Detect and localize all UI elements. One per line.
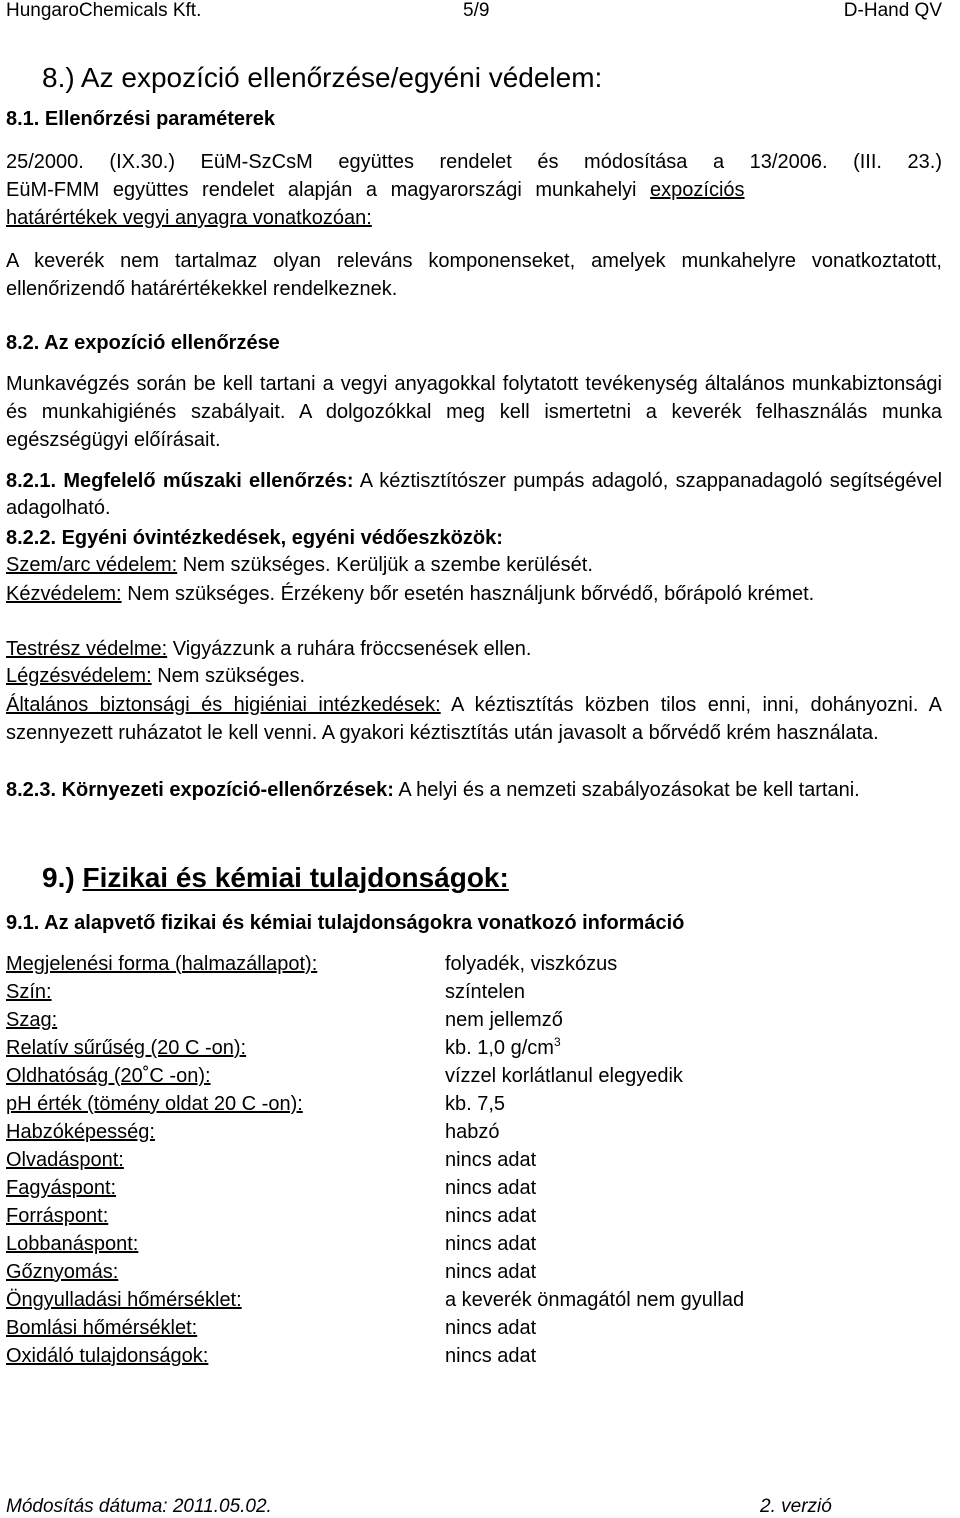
property-value [445,1345,536,1368]
property-label: Oxidáló tulajdonságok: [6,1345,209,1367]
property-value-text: a keverék önmagától nem gyullad [445,1289,745,1311]
property-value [445,1177,536,1200]
header-product: D-Hand QV [843,0,942,21]
property-label: Gőznyomás: [6,1261,119,1283]
section-8-1-paragraph: A keverék nem tartalmaz olyan releváns komponenseket, amelyek munkahelyre vonatkoztatott, ellenőrizendő határértékekkel rendelkeznek. [6,250,942,300]
hand-protection-text: Nem szükséges. Érzékeny bőr esetén használjunk bőrvédő, bőrápoló krémet. [127,583,815,605]
regulation-text: EüM-FMM együttes rendelet alapján a magyarországi munkahelyi [6,179,651,201]
general-hygiene-text: A kéztisztítás közben tilos enni, inni, dohányozni. A szennyezett ruházatot le kell venni. A gyakori kéztisztítás után javasolt a bőrvédő krém használata. [6,694,942,744]
eye-protection-text: Nem szükséges. Kerüljük a szembe kerülését. [182,554,593,576]
property-value-text: nincs adat [445,1261,537,1283]
property-label: Oldhatóság (20˚C -on): [6,1065,211,1087]
property-value [445,981,525,1004]
property-value-text: nincs adat [445,1177,537,1199]
property-value [445,1065,683,1088]
property-value-text: színtelen [445,981,526,1003]
general-hygiene-label: Általános biztonsági és higiéniai intézkedések: [6,694,441,716]
hand-protection [6,581,942,608]
property-value [445,1009,563,1032]
property-value [445,1149,536,1172]
section-8-2-2-title: 8.2.2. Egyéni óvintézkedések, egyéni védőeszközök: [6,527,503,549]
section-8-2-1 [6,468,942,522]
section-9-title [42,862,509,894]
property-value [445,1233,536,1256]
property-value [445,1289,744,1312]
section-8-2-3 [6,776,942,804]
header-company: HungaroChemicals Kft. [6,0,202,21]
property-label: Szag: [6,1009,58,1031]
property-value-text: nincs adat [445,1149,537,1171]
body-protection [6,637,531,661]
property-label: Lobbanáspont: [6,1233,139,1255]
property-value-text: kb. 1,0 g/cm [445,1037,554,1059]
body-protection-text: Vigyázzunk a ruhára fröccsenések ellen. [172,638,532,660]
property-label: Megjelenési forma (halmazállapot): [6,953,318,975]
body-protection-label: Testrész védelme: [6,638,168,660]
header-page-number: 5/9 [463,0,490,21]
regulation-line-3: határértékek vegyi anyagra vonatkozóan: [6,207,372,229]
property-value-text: nincs adat [445,1317,537,1339]
section-8-2-title: 8.2. Az expozíció ellenőrzése [6,332,280,354]
property-label: Fagyáspont: [6,1177,117,1199]
eye-protection-label: Szem/arc védelem: [6,554,178,576]
section-9-number: 9.) [42,862,75,893]
regulation-line-2 [6,178,956,202]
section-8-2-1-label: 8.2.1. Megfelelő műszaki ellenőrzés: [6,470,354,492]
property-value-text: folyadék, viszkózus [445,953,618,975]
property-value [445,1205,536,1228]
footer-modified-date: Módosítás dátuma: 2011.05.02. [6,1496,272,1517]
respiratory-protection-text: Nem szükséges. [157,665,306,687]
general-hygiene-measures [6,691,942,747]
property-value-superscript: 3 [553,1035,561,1049]
property-value [445,1037,561,1060]
property-value-text: kb. 7,5 [445,1093,506,1115]
property-value-text: habzó [445,1121,500,1143]
property-value-text: nincs adat [445,1345,537,1367]
section-8-1-title: 8.1. Ellenőrzési paraméterek [6,108,276,130]
section-9-1-title: 9.1. Az alapvető fizikai és kémiai tulajdonságokra vonatkozó információ [6,912,685,934]
property-label: pH érték (tömény oldat 20 C -on): [6,1093,303,1115]
section-8-2-1-text: A kéztisztítószer pumpás adagoló, szappanadagoló segítségével adagolható. [6,470,943,519]
section-8-2-3-label: 8.2.3. Környezeti expozíció-ellenőrzések: [6,779,394,801]
respiratory-protection [6,664,305,688]
hand-protection-label: Kézvédelem: [6,583,122,605]
property-value [445,1317,536,1340]
property-label: Öngyulladási hőmérséklet: [6,1289,242,1311]
property-value-text: vízzel korlátlanul elegyedik [445,1065,683,1087]
property-label: Forráspont: [6,1205,109,1227]
property-label: Habzóképesség: [6,1121,155,1143]
section-8-title: 8.) Az expozíció ellenőrzése/egyéni védelem: [42,62,603,93]
property-value [445,1093,505,1116]
property-value [445,953,617,976]
property-value-text: nem jellemző [445,1009,563,1031]
property-value-text: nincs adat [445,1233,537,1255]
property-value-text: nincs adat [445,1205,537,1227]
respiratory-protection-label: Légzésvédelem: [6,665,152,687]
property-label: Olvadáspont: [6,1149,124,1171]
footer-version: 2. verzió [760,1496,832,1517]
section-9-title-text: Fizikai és kémiai tulajdonságok: [82,862,509,893]
section-8-2-3-text: A helyi és a nemzeti szabályozásokat be kell tartani. [398,779,860,801]
property-label: Bomlási hőmérséklet: [6,1317,198,1339]
section-8-2-paragraph: Munkavégzés során be kell tartani a vegyi anyagokkal folytatott tevékenység általános munkabiztonsági és munkahigiénés szabályait. A dolgozókkal meg kell ismertetni a keverék felhasználás munka egészségügyi előírásait. [6,373,942,451]
property-value [445,1261,536,1284]
property-label: Szín: [6,981,52,1003]
regulation-link-word: expozíciós [650,179,745,201]
property-value [445,1121,500,1144]
property-label: Relatív sűrűség (20 C -on): [6,1037,247,1059]
eye-protection [6,553,593,577]
regulation-line-1: 25/2000. (IX.30.) EüM-SzCsM együttes rendelet és módosítása a 13/2006. (III. 23.) [6,151,942,173]
